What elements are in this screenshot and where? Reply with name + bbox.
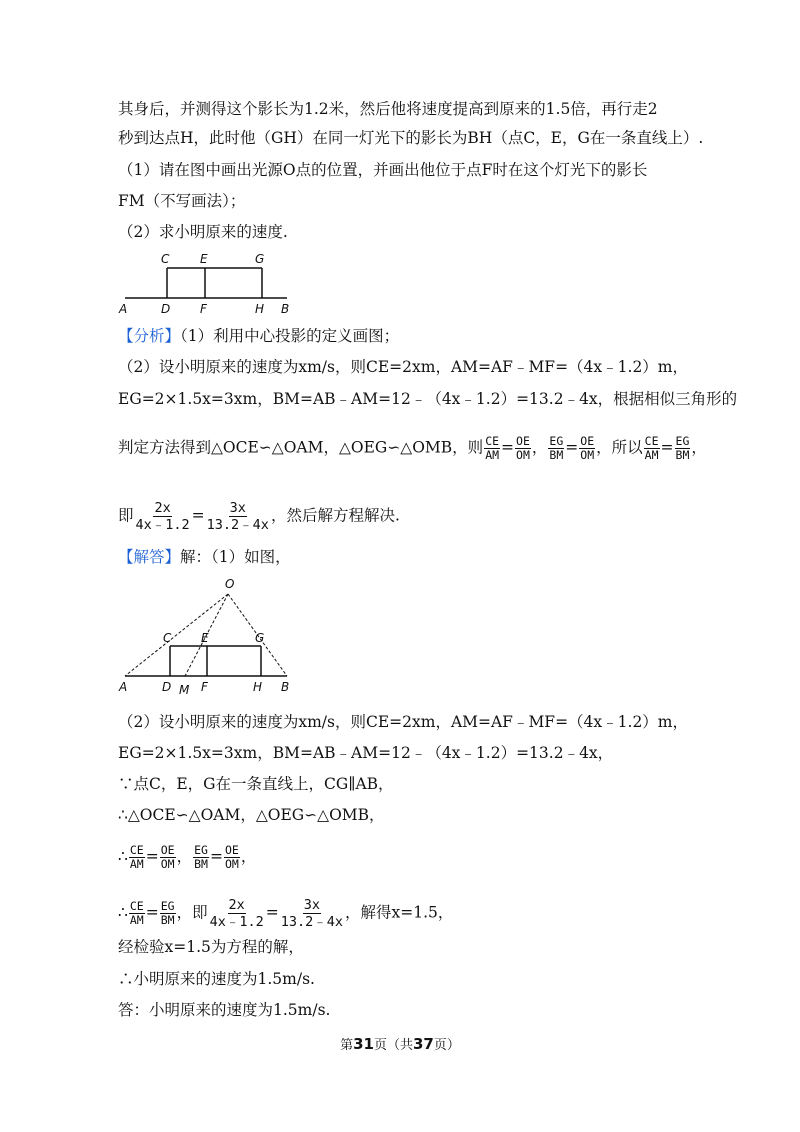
label-a: A [119,302,128,316]
label-a: A [119,680,128,694]
page-total: 37 [413,1035,434,1053]
fraction-eg-bm: $\frac{EG}{BM}$ [675,434,690,462]
solution-line-7: ∴ $\frac{CE}{AM}$ = $\frac{EG}{BM}$ ，即 $\frac{2x}{4x﹣1.2}$ = $\frac{3x}{13.2﹣4x}$ ，解得x=1.5， [118,897,454,930]
fraction-oe-om: $\frac{OE}{OM}$ [580,434,595,462]
label-b: B [281,680,290,694]
label-d: D [162,680,172,694]
fraction-eg-bm: $\frac{EG}{BM}$ [194,843,208,871]
analysis-line-1: 【分析】（1）利用中心投影的定义画图； [118,327,400,345]
solution-line-8: 经检验x=1.5为方程的解， [118,938,304,956]
fraction-ce-am: $\frac{CE}{AM}$ [485,434,500,462]
fraction-2x: $\frac{2x}{4x﹣1.2}$ [209,897,264,930]
analysis-line-2: （2）设小明原来的速度为xm/s，则CE=2xm，AM=AF﹣MF=（4x﹣1.2）m， [118,358,689,376]
label-d: D [161,302,171,316]
analysis-tag: 【分析】 [118,327,181,345]
label-b: B [281,302,290,316]
fraction-eg-bm: $\frac{EG}{BM}$ [549,434,564,462]
solution-line-2: （2）设小明原来的速度为xm/s，则CE=2xm，AM=AF﹣MF=（4x﹣1.2）m， [118,713,689,731]
page-footer: 第31页（共37页） [340,1035,460,1053]
problem-line-3: （1）请在图中画出光源O点的位置，并画出他位于点F时在这个灯光下的影长 [118,161,648,179]
solution-line-3: EG=2×1.5x=3xm，BM=AB﹣AM=12﹣（4x﹣1.2）=13.2﹣4x， [118,744,614,762]
solution-line-1: 【解答】解：（1）如图， [118,548,291,566]
figure-2 [115,572,305,697]
solution-line-10: 答：小明原来的速度为1.5m/s. [118,1001,331,1019]
fraction-oe-om: $\frac{OE}{OM}$ [160,843,175,871]
fraction-ce-am: $\frac{CE}{AM}$ [129,843,144,871]
fraction-oe-om: $\frac{OE}{OM}$ [224,843,239,871]
fraction-3x: $\frac{3x}{13.2﹣4x}$ [206,500,269,533]
analysis-line-5: 即 $\frac{2x}{4x﹣1.2}$ = $\frac{3x}{13.2﹣4x}$ ，然后解方程解决. [118,500,400,533]
solution-tag: 【解答】 [118,548,181,566]
label-h: H [253,680,263,694]
label-g: G [255,252,265,266]
label-e: E [201,631,209,645]
problem-line-1: 其身后，并测得这个影长为1.2米，然后他将速度提高到原来的1.5倍，再行走2 [118,100,658,118]
label-m: M [179,683,190,697]
label-h: H [255,302,265,316]
label-f: F [200,302,207,316]
fraction-3x: $\frac{3x}{13.2﹣4x}$ [280,897,344,930]
problem-line-2: 秒到达点H，此时他（GH）在同一灯光下的影长为BH（点C，E，G在一条直线上）. [118,129,704,147]
label-o: O [225,577,235,591]
ray-oa [125,594,228,676]
solution-line-9: ∴小明原来的速度为1.5m/s. [118,970,315,988]
label-c: C [161,252,170,266]
analysis-line-3: EG=2×1.5x=3xm，BM=AB﹣AM=12﹣（4x﹣1.2）=13.2﹣4x，根据相似三角形的 [118,390,738,408]
problem-line-4: FM（不写画法）； [118,192,246,210]
problem-line-5: （2）求小明原来的速度. [118,223,288,241]
label-c: C [163,631,172,645]
label-e: E [200,252,208,266]
page-number: 31 [353,1035,374,1053]
figure-1 [115,250,295,318]
fraction-2x: $\frac{2x}{4x﹣1.2}$ [135,500,190,533]
analysis-line-4: 判定方法得到△OCE∽△OAM，△OEG∽△OMB，则 $\frac{CE}{AM}$ = $\frac{OE}{OM}$ ， $\frac{EG}{BM}$ = $\frac{OE}{OM}$ ，所以 $\frac{CE}{AM}$ = $\frac{EG}{BM}$ ， [118,434,707,462]
fraction-ce-am: $\frac{CE}{AM}$ [644,434,659,462]
fraction-ce-am: $\frac{CE}{AM}$ [129,899,144,927]
solution-line-6: ∴ $\frac{CE}{AM}$ = $\frac{OE}{OM}$ ， $\frac{EG}{BM}$ = $\frac{OE}{OM}$ ， [118,843,257,871]
fraction-oe-om: $\frac{OE}{OM}$ [516,434,530,462]
label-g: G [255,631,265,645]
solution-line-4: ∵点C，E，G在一条直线上，CG∥AB， [118,775,394,793]
fraction-eg-bm: $\frac{EG}{BM}$ [160,899,175,927]
label-f: F [201,680,208,694]
solution-line-5: ∴△OCE∽△OAM，△OEG∽△OMB， [118,806,385,824]
